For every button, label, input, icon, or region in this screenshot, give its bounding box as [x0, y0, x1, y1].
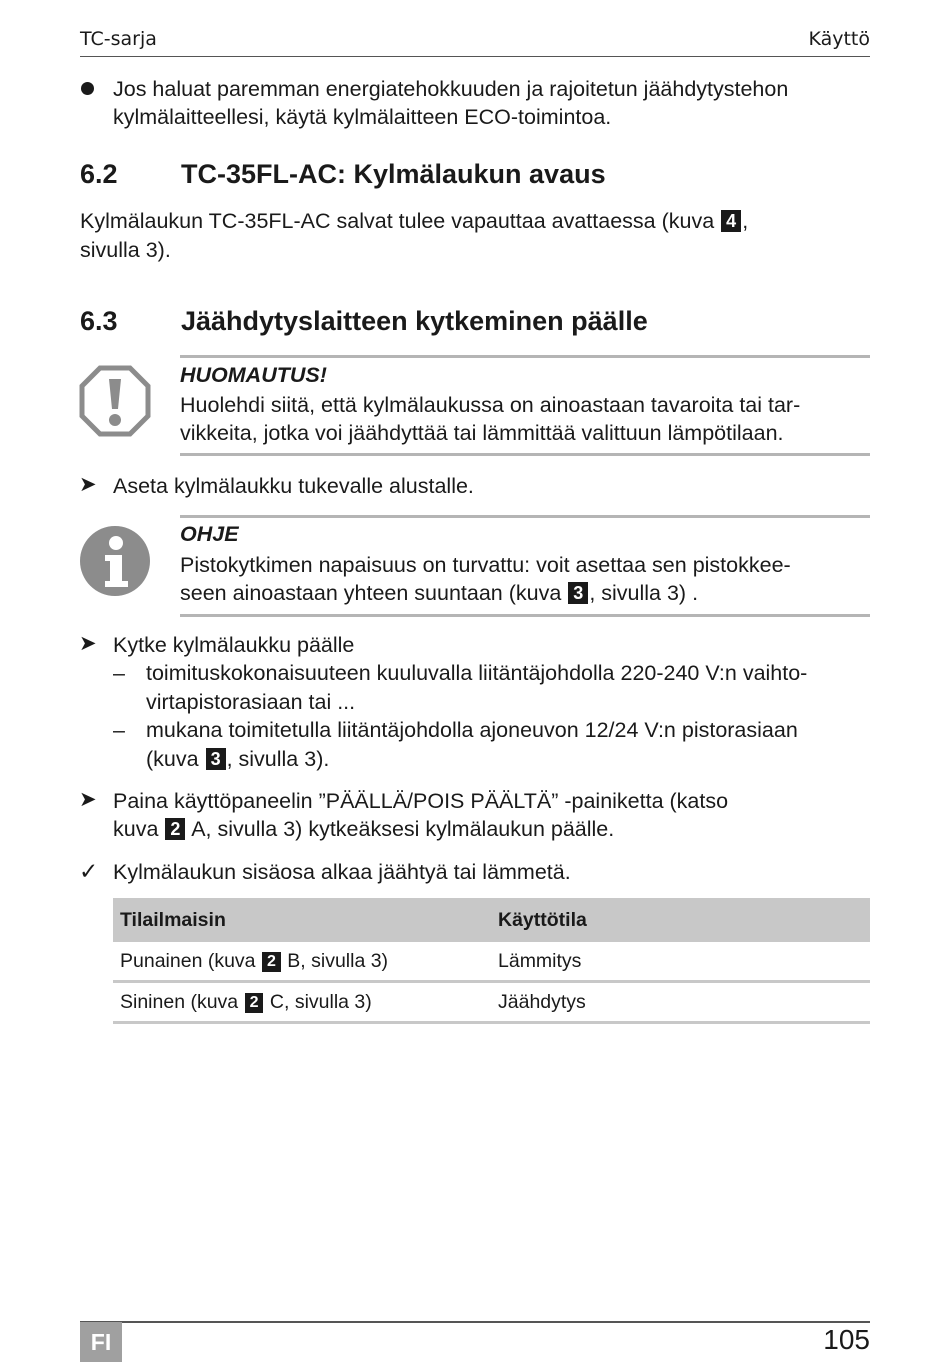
step-2-sub-1-line-2: virtapistorasiaan tai ...	[146, 690, 356, 714]
cell-text-end: C, sivulla 3)	[269, 990, 372, 1013]
hint-bottom-rule	[180, 614, 870, 617]
step-3-line-2	[113, 815, 614, 844]
checkmark-icon: ✓	[79, 858, 99, 884]
section-title: Jäähdytyslaitteen kytkeminen päälle	[181, 306, 648, 336]
step-2-text-end: , sivulla 3).	[226, 747, 330, 771]
page-header	[80, 26, 870, 57]
page-number: 105	[823, 1324, 870, 1355]
arrow-bullet-icon: ➤	[79, 632, 97, 655]
step-1: Aseta kylmälaukku tukevalle alustalle.	[113, 474, 474, 498]
sec62-text: Kylmälaukun TC-35FL-AC salvat tulee vapauttaa avattaessa (kuva	[80, 209, 715, 233]
hint-line-2	[180, 579, 698, 608]
hint-line-1: Pistokytkimen napaisuus on turvattu: voit asettaa sen pistokkee-	[180, 553, 791, 577]
notice-line-1: Huolehdi siitä, että kylmälaukussa on ainoastaan tavaroita tai tar-	[180, 393, 801, 417]
step-2-sub-2-line-1: mukana toimitetulla liitäntäjohdolla ajoneuvon 12/24 V:n pistorasiaan	[146, 718, 798, 742]
step-2-sub-2-line-2	[146, 745, 329, 774]
intro-line-1: Jos haluat paremman energiatehokkuuden ja rajoitetun jäähdytystehon	[113, 77, 789, 101]
hint-title: OHJE	[180, 522, 239, 546]
result-line: Kylmälaukun sisäosa alkaa jäähtyä tai lämmetä.	[113, 860, 571, 884]
status-table	[113, 898, 870, 1024]
table-header-row	[113, 898, 870, 942]
dash-bullet: –	[113, 661, 125, 685]
section-title: TC-35FL-AC: Kylmälaukun avaus	[181, 159, 606, 189]
language-tab: FI	[80, 1322, 122, 1362]
table-row	[113, 982, 870, 1023]
section-number: 6.2	[80, 159, 118, 189]
sec62-punct: ,	[742, 209, 749, 233]
table-cell-indicator	[113, 942, 491, 982]
sec62-line-1	[80, 207, 748, 236]
table-row	[113, 942, 870, 982]
notice-bottom-rule	[180, 453, 870, 456]
sec62-line-2: sivulla 3).	[80, 238, 171, 262]
section-6-2-heading	[80, 159, 606, 190]
step-3-line-1: Paina käyttöpaneelin ”PÄÄLLÄ/POIS PÄÄLTÄ” -painiketta (katso	[113, 789, 729, 813]
notice-top-rule	[180, 355, 870, 358]
exclamation-octagon-icon	[79, 365, 151, 437]
figure-ref: 2	[245, 993, 264, 1013]
table-cell-mode: Lämmitys	[491, 942, 870, 982]
figure-ref: 3	[568, 582, 588, 604]
step-2-text: (kuva	[146, 747, 199, 771]
step-2-sub-1-line-1: toimituskokonaisuuteen kuuluvalla liitäntäjohdolla 220-240 V:n vaihto-	[146, 661, 808, 685]
info-circle-icon	[79, 525, 151, 597]
arrow-bullet-icon: ➤	[79, 473, 97, 496]
table-header-mode: Käyttötila	[491, 898, 870, 942]
figure-ref: 4	[721, 210, 741, 232]
dash-bullet: –	[113, 718, 125, 742]
figure-ref: 2	[165, 818, 185, 840]
intro-line-2: kylmälaitteellesi, käytä kylmälaitteen ECO-toimintoa.	[113, 105, 612, 129]
step-3-text: kuva	[113, 817, 159, 841]
notice-title: HUOMAUTUS!	[180, 363, 327, 387]
dot-bullet-icon	[81, 82, 94, 95]
cell-text: Punainen (kuva	[120, 949, 256, 972]
step-3-text-end: A, sivulla 3) kytkeäksesi kylmälaukun päälle.	[191, 817, 615, 841]
arrow-bullet-icon: ➤	[79, 788, 97, 811]
hint-text-end: , sivulla 3) .	[589, 581, 699, 605]
notice-line-2: vikkeita, jotka voi jäähdyttää tai lämmittää valittuun lämpötilaan.	[180, 421, 784, 445]
section-number: 6.3	[80, 306, 118, 336]
header-series: TC-sarja	[80, 28, 157, 50]
section-6-3-heading	[80, 306, 648, 337]
footer-rule	[80, 1321, 870, 1323]
hint-text: seen ainoastaan yhteen suuntaan (kuva	[180, 581, 562, 605]
step-2: Kytke kylmälaukku päälle	[113, 633, 355, 657]
cell-text: Sininen (kuva	[120, 990, 239, 1013]
figure-ref: 3	[206, 748, 226, 770]
cell-text-end: B, sivulla 3)	[287, 949, 389, 972]
header-section: Käyttö	[808, 28, 870, 50]
table-header-indicator: Tilailmaisin	[113, 898, 491, 942]
table-cell-indicator	[113, 982, 491, 1023]
hint-top-rule	[180, 515, 870, 518]
figure-ref: 2	[262, 952, 281, 972]
table-cell-mode: Jäähdytys	[491, 982, 870, 1023]
